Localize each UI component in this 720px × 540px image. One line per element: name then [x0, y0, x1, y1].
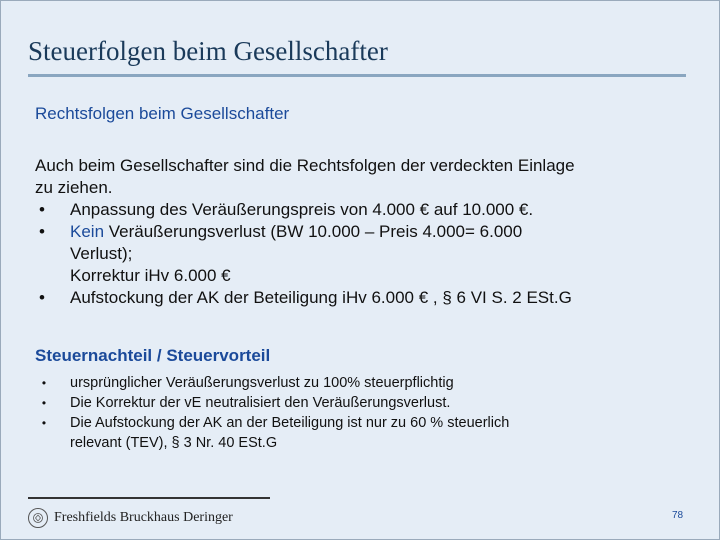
bullet-icon: •	[39, 200, 45, 219]
list-item-text: Aufstockung der AK der Beteiligung iHv 6.000 € , § 6 VI S. 2 ESt.G	[70, 288, 572, 307]
bullet-icon: •	[39, 288, 45, 307]
section-heading-advantage: Steuernachteil / Steuervorteil	[35, 346, 271, 365]
list-item-text: Anpassung des Veräußerungspreis von 4.000 € auf 10.000 €.	[70, 200, 534, 219]
logo-wordmark: Freshfields Bruckhaus Deringer	[54, 510, 233, 525]
seal-icon	[32, 512, 44, 524]
list-item-text: ursprünglicher Veräußerungsverlust zu 100% steuerpflichtig	[70, 375, 454, 391]
bullet-icon: •	[41, 416, 47, 430]
emphasis-word: Kein	[70, 222, 105, 241]
list-item	[38, 393, 658, 413]
list-item-continuation: Verlust);	[70, 244, 133, 263]
intro-line: zu ziehen.	[35, 178, 113, 197]
intro-paragraph	[35, 155, 685, 199]
page-number: 78	[672, 510, 684, 521]
advantage-list	[38, 373, 658, 453]
list-item-text: Die Aufstockung der AK an der Beteiligung ist nur zu 60 % steuerlich	[70, 415, 510, 431]
bullet-icon: •	[39, 222, 45, 241]
list-item	[35, 221, 685, 287]
list-item	[38, 373, 658, 393]
title-underline	[28, 74, 686, 77]
bullet-icon: •	[41, 376, 47, 390]
section-heading: Rechtsfolgen beim Gesellschafter	[35, 104, 290, 123]
list-item-continuation: Korrektur iHv 6.000 €	[70, 266, 231, 285]
list-item	[38, 413, 658, 453]
logo-seal-icon	[28, 508, 48, 528]
list-item	[35, 287, 685, 309]
company-logo	[28, 507, 233, 529]
list-item-continuation: relevant (TEV), § 3 Nr. 40 ESt.G	[70, 435, 278, 451]
footer-divider	[28, 497, 270, 499]
consequence-list	[35, 199, 685, 309]
list-item-text: Die Korrektur der vE neutralisiert den Veräußerungsverlust.	[70, 395, 451, 411]
list-item-text: Veräußerungsverlust (BW 10.000 – Preis 4.000= 6.000	[104, 222, 523, 241]
list-item	[35, 199, 685, 221]
slide-title: Steuerfolgen beim Gesellschafter	[28, 36, 388, 66]
intro-line: Auch beim Gesellschafter sind die Rechtsfolgen der verdeckten Einlage	[35, 156, 575, 175]
bullet-icon: •	[41, 396, 47, 410]
